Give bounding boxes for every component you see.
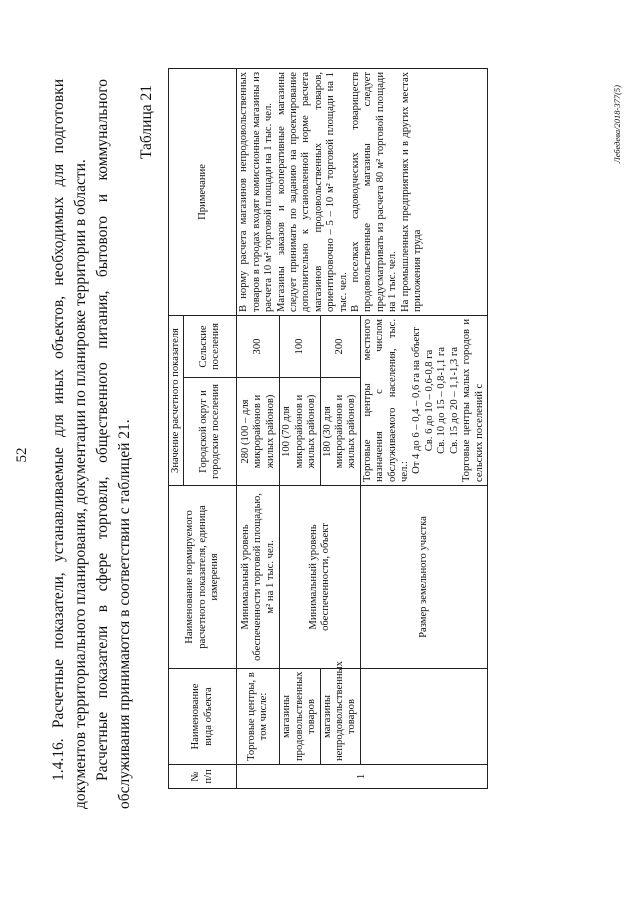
land-plot-values (360, 316, 487, 486)
value-rural-3: 200 (320, 316, 360, 378)
indicator-min-objects: Минимальный уровень обеспеченности, объект (280, 486, 360, 669)
table-header-row (169, 69, 184, 789)
header-urban: Городской округ и городские поселения (184, 378, 237, 486)
footer-mark: Лебедева/2018-377(5) (612, 85, 622, 164)
header-indicator-name: Наименование нормируемого расчетного показателя, единица измерения (169, 486, 237, 669)
header-value-group: Значение расчетного показателя (169, 316, 184, 486)
land-intro: Торговые центры местного назначения с числом обслуживаемого населения, тыс. чел.: (361, 319, 411, 482)
note-3: В поселках садоводческих товариществ продовольственные магазины следует предусматривать из расчета 80 м² торговой площади на 1 тыс. чел. (350, 72, 399, 312)
row-number: 1 (237, 765, 488, 789)
table-row (237, 69, 280, 789)
indicator-land-plot: Размер земельного участка (360, 486, 487, 669)
land-range-1: От 4 до 6 – 0,4 – 0,6 га на объект (411, 327, 423, 474)
value-urban-1: 280 (100 – для микрорайонов и жилых районов) (237, 378, 280, 486)
value-urban-2: 100 (70 для микрорайонов и жилых районов) (280, 378, 320, 486)
land-small-towns: Торговые центры малых городов и сельских поселений с (461, 319, 485, 482)
header-object-name: Наименование вида объекта (169, 669, 237, 765)
land-range-4: Св. 15 до 20 – 1,1-1,3 га (448, 347, 460, 454)
norms-table (168, 68, 488, 789)
page-number: 52 (14, 447, 30, 463)
intro-paragraph-1: 1.4.16. Расчетные показатели, устанавливаемые для иных объектов, необходимых для подготовки документов территориального планирования, документации по планировке территории в области. (50, 79, 89, 809)
table-caption: Таблица 21 (138, 85, 155, 160)
value-rural-1: 300 (237, 316, 280, 378)
land-range-3: Св. 10 до 15 – 0,8-1,1 га (436, 347, 448, 454)
object-food-stores: магазины продовольственных товаров (280, 669, 320, 765)
notes-cell (237, 69, 488, 316)
indicator-min-area: Минимальный уровень обеспеченности торговой площадью, м² на 1 тыс. чел. (237, 486, 280, 669)
value-rural-2: 100 (280, 316, 320, 378)
intro-paragraph-2: Расчетные показатели в сфере торговли, общественного питания, бытового и коммунального обслуживания принимаются в соответствии с таблицей 21. (94, 79, 133, 809)
note-4: На промышленных предприятиях и в других местах приложения труда (399, 72, 424, 312)
header-num: № п/п (169, 765, 237, 789)
value-urban-3: 180 (30 для микрорайонов и жилых районов) (320, 378, 360, 486)
object-empty (360, 669, 487, 765)
object-trade-centers: Торговые центры, в том числе: (237, 669, 280, 765)
land-range-2: Св. 6 до 10 – 0,6-0,8 га (423, 349, 435, 452)
intro-text (48, 79, 136, 809)
header-rural: Сельские поселения (184, 316, 237, 378)
object-nonfood-stores: магазины непродовольственных товаров (320, 669, 360, 765)
header-note: Примечание (169, 69, 237, 316)
note-2: Магазины заказов и кооперативные магазины следует принимать по заданию на проектирование дополнительно к установленной норме расчета магазинов продовольственных товаров, ориентировочно – 5 – 10 м² торговой площади на 1 тыс. чел. (275, 72, 349, 312)
note-1: В норму расчета магазинов непродовольственных товаров в городах входят комиссионные магазины из расчета 10 м² торговой площади на 1 тыс. чел. (238, 72, 275, 312)
